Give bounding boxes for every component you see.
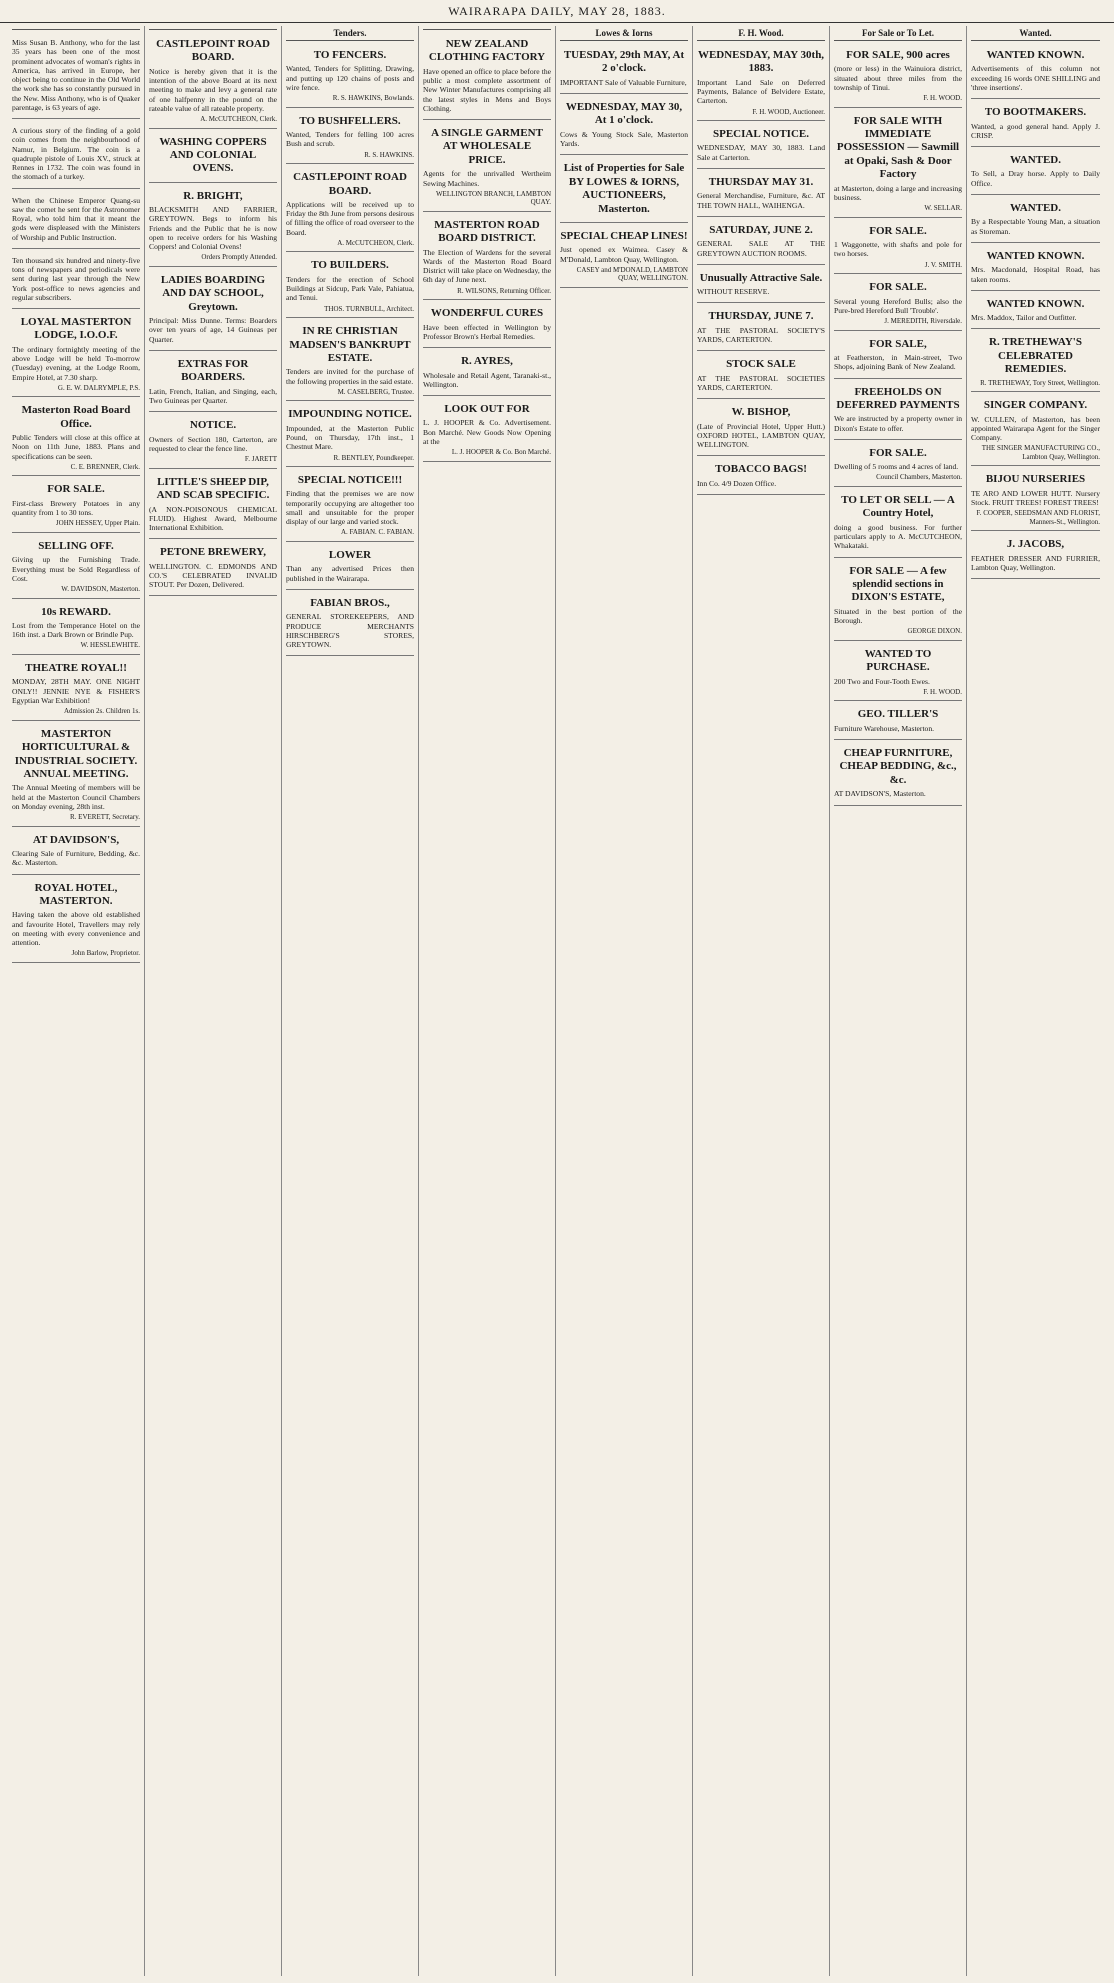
advertisement [697,267,825,304]
advertisement [12,829,140,875]
ad-body: Situated in the best portion of the Borough. [834,606,962,626]
advertisement [971,394,1100,466]
ad-title: WANTED. [1009,201,1062,214]
column [8,26,145,1976]
ad-title: CHEAP FURNITURE, CHEAP BEDDING, &c., &c. [839,747,957,786]
ad-body: Lost from the Temperance Hotel on the 16th inst. a Dark Brown or Brindle Pup. [12,620,140,640]
ad-body: Principal: Miss Dunne. Terms: Boarders over ten years of age, 14 Guineas per Quarter. [149,316,277,344]
ad-title: FOR SALE, [869,337,927,350]
ad-signature: M. CASELBERG, Trustee. [337,387,414,396]
ad-title: FOR SALE — A few splendid sections in DIXON'S ESTATE, [849,564,947,604]
ad-title: WANTED KNOWN. [986,297,1085,310]
ad-title: STOCK SALE [726,358,796,371]
ad-title: FREEHOLDS ON DEFERRED PAYMENTS [836,385,960,411]
advertisement [971,197,1100,243]
advertisement [697,219,825,265]
ad-title: TUESDAY, 29th MAY, At 2 o'clock. [563,48,685,75]
advertisement [971,468,1100,531]
ad-body: AT THE PASTORAL SOCIETIES YARDS, CARTERTON. [697,373,825,392]
advertisement [286,544,414,590]
ad-body: L. J. HOOPER & Co. Advertisement. Bon Marché. New Goods Now Opening at the [423,418,551,446]
ad-title: R. AYRES, [461,355,513,368]
ad-signature: W. HESSLEWHITE. [80,641,140,650]
ad-title: WANTED TO PURCHASE. [864,647,932,674]
ad-body: Notice is hereby given that it is the intention of the above Board at its next meeting to make and levy a general rate of one halfpenny in the pound on the rateable value of all rateable property. [149,66,277,113]
advertisement [149,471,277,540]
advertisement [423,214,551,300]
column-heading: For Sale or To Let. [834,28,962,41]
ad-body: When the Chinese Emperor Quang-su saw the comet he sent for the Astronomer Royal, who told him that it meant the gods were displeased with the Ministers of Worship and Public Instruction. [12,195,140,242]
ad-body: Tenders are invited for the purchase of the following properties in the said estate. [286,367,414,386]
ad-body: Furniture Warehouse, Masterton. [834,723,935,733]
advertisement [834,489,962,558]
ad-title: R. TRETHEWAY'S CELEBRATED REMEDIES. [989,336,1082,376]
ad-signature: Council Chambers, Masterton. [876,473,962,482]
ad-signature: F. H. WOOD. [923,94,962,103]
advertisement [697,305,825,351]
advertisement [286,469,414,542]
ad-title: MASTERTON ROAD BOARD DISTRICT. [434,218,540,245]
ad-title: LOOK OUT FOR [444,403,530,415]
advertisement [834,643,962,702]
ad-title: FOR SALE. [869,224,927,237]
ad-body: FEATHER DRESSER AND FURRIER, Lambton Quay, Wellington. [971,553,1100,572]
column [830,26,967,1976]
ad-signature: F. JARETT [244,455,277,464]
ad-title: IN RE CHRISTIAN MADSEN'S BANKRUPT ESTATE. [289,325,411,364]
ad-title: NEW ZEALAND CLOTHING FACTORY [428,38,546,64]
ad-title: MASTERTON HORTICULTURAL & INDUSTRIAL SOCIETY. ANNUAL MEETING. [14,727,138,780]
advertisement [286,320,414,401]
ad-body: Cows & Young Stock Sale, Masterton Yards. [560,129,688,149]
ad-body: WEDNESDAY, MAY 30, 1883. Land Sale at Carterton. [697,143,825,162]
ad-body: Latin, French, Italian, and Singing, each, Two Guineas per Quarter. [149,386,277,406]
advertisement [971,44,1100,99]
ad-body: AT DAVIDSON'S, Masterton. [834,789,926,799]
ad-body: 1 Waggonette, with shafts and pole for two horses. [834,240,962,259]
ad-title: SPECIAL NOTICE!!! [297,474,403,487]
advertisement [286,110,414,164]
advertisement [12,601,140,655]
ad-title: CASTLEPOINT ROAD BOARD. [293,171,407,197]
advertisement [149,33,277,129]
ad-body: Miss Susan B. Anthony, who for the last 35 years has been one of the most prominent advocates of woman's rights in America, has arrived in Europe, her object being to continue in the Old World the work she has so constantly pursued in the New. Miss Anthony, who is of Quaker parentage, is 63 years of age. [12,38,140,112]
ad-signature: R. EVERETT, Secretary. [70,813,140,822]
advertisement [971,331,1100,392]
column-heading: Wanted. [971,28,1100,41]
ad-signature: JOHN HESSEY, Upper Plain. [55,519,140,528]
column [282,26,419,1976]
ad-title: TO BUILDERS. [311,259,389,272]
ad-title: TO LET OR SELL — A Country Hotel, [841,494,955,520]
ad-title: FABIAN BROS., [310,596,390,609]
advertisement [834,110,962,218]
ad-body: Wanted, Tenders for Splitting, Drawing, and putting up 120 chains of posts and wire fence. [286,64,414,92]
advertisement [12,877,140,963]
advertisement [697,458,825,495]
ad-title: THURSDAY, JUNE 7. [708,310,814,323]
advertisement [971,149,1100,195]
ad-body: IMPORTANT Sale of Valuable Furniture, [560,77,687,87]
ad-signature: THE SINGER MANUFACTURING CO., Lambton Quay, Wellington. [981,444,1100,461]
column-heading [12,28,140,30]
ad-title: A SINGLE GARMENT AT WHOLESALE PRICE. [431,127,543,166]
advertisement [286,44,414,108]
ad-signature: F. COOPER, SEEDSMAN AND FLORIST, Manners-St., Wellington. [976,509,1100,526]
advertisement [423,122,551,212]
advertisement [12,251,140,309]
ad-body: By a Respectable Young Man, a situation as Storeman. [971,217,1100,236]
ad-title: GEO. TILLER'S [857,708,939,721]
advertisement [149,269,277,351]
ad-body: First-class Brewery Potatoes in any quantity from 1 to 30 tons. [12,498,140,518]
ad-signature: L. J. HOOPER & Co. Bon Marché. [451,448,551,457]
ad-body: Mrs. Maddox, Tailor and Outfitter. [971,313,1077,323]
ad-body: GENERAL SALE AT THE GREYTOWN AUCTION ROOMS. [697,239,825,258]
ad-title: TOBACCO BAGS! [715,463,807,476]
ad-title: EXTRAS FOR BOARDERS. [177,357,249,384]
ad-signature: Orders Promptly Attended. [201,253,277,262]
advertisement [560,157,688,223]
ad-body: at Masterton, doing a large and increasing business. [834,183,962,202]
ad-body: To Sell, a Dray horse. Apply to Daily Office. [971,169,1100,188]
ad-body: doing a good business. For further particulars apply to A. McCUTCHEON, Whakataki. [834,522,962,551]
ad-body: at Featherston, in Main-street, Two Shops, adjoining Bank of New Zealand. [834,353,962,372]
advertisement [12,723,140,827]
ad-body: 200 Two and Four-Tooth Ewes. [834,676,930,686]
ad-body: (Late of Provincial Hotel, Upper Hutt.) OXFORD HOTEL, LAMBTON QUAY, WELLINGTON. [697,421,825,450]
ad-title: PETONE BREWERY, [160,546,266,559]
ad-body: W. CULLEN, of Masterton, has been appointed Wairarapa Agent for the Singer Company. [971,414,1100,443]
ad-title: WANTED KNOWN. [986,249,1085,262]
ad-title: W. BISHOP, [731,406,791,419]
ad-body: Just opened ex Waimea. Casey & M'Donald, Lambton Quay, Wellington. [560,245,688,264]
column [693,26,830,1976]
ad-body: Wholesale and Retail Agent, Taranaki-st., Wellington. [423,370,551,389]
ad-body: Tenders for the erection of School Buildings at Sidcup, Park Vale, Pahiatua, and Tenui. [286,274,414,303]
advertisement [423,398,551,462]
masthead-title: WAIRARAPA DAILY, MAY 28, 1883. [448,3,666,18]
ad-body: Several young Hereford Bulls; also the Pure-bred Hereford Bull 'Trouble'. [834,296,962,315]
advertisement [560,44,688,94]
ad-body: General Merchandise, Furniture, &c. AT THE TOWN HALL, WAIHENGA. [697,191,825,210]
ad-signature: Admission 2s. Children 1s. [63,707,140,716]
ad-signature: A. FABIAN. C. FABIAN. [340,528,414,537]
column [556,26,693,1976]
ad-signature: R. WILSONS, Returning Officer. [457,286,551,295]
ad-title: List of Properties for Sale BY LOWES & IORNS, AUCTIONEERS, Masterton. [563,162,685,215]
ad-signature: F. H. WOOD, Auctioneer. [752,107,825,116]
advertisement [697,44,825,121]
ad-body: Public Tenders will close at this office at Noon on 11th June, 1883. Plans and specifications can be seen. [12,433,140,461]
ad-signature: R. TRETHEWAY, Tory Street, Wellington. [980,378,1100,387]
advertisement [834,220,962,274]
column-heading [149,28,277,30]
ad-title: TO BUSHFELLERS. [299,114,401,127]
advertisement [12,121,140,189]
advertisement [12,191,140,249]
ad-title: BIJOU NURSERIES [985,473,1086,486]
advertisement [12,657,140,721]
advertisement [423,350,551,396]
ad-title: TO BOOTMAKERS. [984,106,1087,119]
ad-title: WANTED. [1009,154,1062,167]
ad-title: TO FENCERS. [313,48,387,61]
advertisement [560,225,688,288]
ad-body: The Election of Wardens for the several Wards of the Masterton Road Board District will take place on Wednesday, the 6th day of June next. [423,247,551,285]
ad-body: Important Land Sale on Deferred Payments, Balance of Belvidere Estate, Carterton. [697,77,825,106]
ad-title: NOTICE. [189,419,237,432]
ad-signature: CASEY and M'DONALD, LAMBTON QUAY, WELLINGTON. [576,265,688,283]
advertisement [12,399,140,476]
advertisement [971,293,1100,330]
ad-body: A curious story of the finding of a gold coin comes from the neighbourhood of Namur, in Belgium. The coin is a quadruple pistole of Louis XV., struck at Rennes in 1732. The coin was found in the stomach of a turkey. [12,126,140,182]
ad-body: Agents for the unrivalled Wertheim Sewing Machines. [423,169,551,188]
ad-title: WONDERFUL CURES [430,307,544,320]
column-heading: Lowes & Iorns [560,28,688,41]
ad-signature: J. V. SMITH. [924,260,962,269]
ad-signature: R. S. HAWKINS, Bowlands. [332,94,414,103]
ad-body: Finding that the premises we are now temporarily occupying are altogether too small and unsuitable for the proper display of our large and varied stock. [286,489,414,527]
ad-signature: C. E. BRENNER, Clerk. [70,462,140,471]
ad-signature: A. McCUTCHEON, Clerk. [200,115,277,124]
ad-signature: GEORGE DIXON. [907,627,962,636]
ad-body: GENERAL STOREKEEPERS, AND PRODUCE MERCHANTS HIRSCHBERG'S STORES, GREYTOWN. [286,612,414,650]
ad-title: WEDNESDAY, MAY 30th, 1883. [697,48,825,75]
column [967,26,1104,1976]
ad-title: FOR SALE. [47,483,105,496]
advertisement [834,560,962,641]
ad-title: ROYAL HOTEL, MASTERTON. [34,881,118,907]
advertisement [697,123,825,169]
ad-title: CASTLEPOINT ROAD BOARD. [156,38,270,64]
ad-body: Than any advertised Prices then published in the Wairarapa. [286,564,414,583]
ad-body: Clearing Sale of Furniture, Bedding, &c. &c. Masterton. [12,849,140,868]
ad-title: FOR SALE. [869,281,927,294]
ad-title: SPECIAL NOTICE. [713,128,809,141]
ad-body: Dwelling of 5 rooms and 4 acres of land. [834,462,959,472]
advertisement [12,33,140,119]
ad-title: FOR SALE, 900 acres [846,48,950,61]
ad-title: Unusually Attractive Sale. [699,271,823,284]
ad-title: SATURDAY, JUNE 2. [709,223,813,236]
advertisement [12,478,140,532]
ad-body: WELLINGTON. C. EDMONDS AND CO.'S CELEBRATED INVALID STOUT. Per Dozen, Delivered. [149,561,277,590]
ad-title: Masterton Road Board Office. [21,404,131,430]
advertisement [423,302,551,348]
ad-body: Owners of Section 180, Carterton, are requested to clear the fence line. [149,434,277,453]
advertisement [149,131,277,183]
ad-body: Mrs. Macdonald, Hospital Road, has taken rooms. [971,265,1100,284]
ad-title: THURSDAY MAY 31. [708,175,814,188]
ad-signature: J. MEREDITH, Riversdale. [884,317,962,326]
advertisement [149,353,277,412]
columns [8,26,1106,1976]
advertisement [286,166,414,252]
advertisement [971,245,1100,291]
ad-body: Have opened an office to place before the public a most complete assortment of New Winter Manufactures comprising all the latest styles in Mens and Boys Clothing. [423,66,551,113]
ad-title: LITTLE'S SHEEP DIP, AND SCAB SPECIFIC. [156,475,270,502]
advertisement [971,101,1100,147]
ad-signature: John Barlow, Proprietor. [71,949,140,958]
ad-title: WASHING COPPERS AND COLONIAL OVENS. [159,135,267,175]
ad-body: The Annual Meeting of members will be held at the Masterton Council Chambers on Monday evening, 28th inst. [12,783,140,811]
ad-body: Giving up the Furnishing Trade. Everything must be Sold Regardless of Cost. [12,555,140,583]
ad-title: LADIES BOARDING AND DAY SCHOOL, Greytown. [160,274,266,313]
advertisement [149,185,277,267]
ad-title: IMPOUNDING NOTICE. [288,408,412,421]
advertisement [834,276,962,330]
advertisement [834,703,962,740]
advertisement [149,541,277,596]
column-heading: F. H. Wood. [697,28,825,41]
ad-title: LOWER [328,549,372,561]
ad-body: Ten thousand six hundred and ninety-five tons of newspapers and periodicals were sent during last year through the New York post-office to news agencies and regular subscribers. [12,255,140,302]
ad-signature: R. BENTLEY, Poundkeeper. [333,453,414,462]
ad-title: SELLING OFF. [38,539,114,552]
ad-body: TE ARO AND LOWER HUTT. Nursery Stock. FRUIT TREES! FOREST TREES! [971,488,1100,508]
ad-body: AT THE PASTORAL SOCIETY'S YARDS, CARTERTON. [697,325,825,345]
advertisement [697,171,825,217]
ad-title: WANTED KNOWN. [986,48,1085,61]
ad-body: Having taken the above old established and favourite Hotel, Travellers may rely on meeting with every convenience and attention. [12,910,140,948]
advertisement [286,254,414,318]
column-heading: Tenders. [286,28,414,41]
ad-body: (A NON-POISONOUS CHEMICAL FLUID). Highest Award, Melbourne International Exhibition. [149,504,277,533]
ad-signature: A. McCUTCHEON, Clerk. [337,238,414,247]
advertisement [12,311,140,397]
ad-title: FOR SALE WITH IMMEDIATE POSSESSION — Sawmill at Opaki, Sash & Door Factory [836,114,960,181]
advertisement [149,414,277,468]
ad-signature: W. SELLAR. [924,204,962,213]
ad-signature: G. E. W. DALRYMPLE, P.S. [57,383,140,392]
ad-signature: R. S. HAWKINS. [364,150,414,159]
advertisement [286,403,414,467]
ad-title: WEDNESDAY, MAY 30, At 1 o'clock. [565,101,683,127]
advertisement [697,353,825,399]
ad-title: SPECIAL CHEAP LINES! [560,229,688,242]
advertisement [834,742,962,805]
advertisement [697,401,825,456]
masthead [0,0,1114,23]
advertisement [286,592,414,656]
column [145,26,282,1976]
advertisement [834,333,962,379]
advertisement [12,535,140,599]
ad-body: (more or less) in the Wainuiora district, situated about three miles from the township of Tinui. [834,64,962,92]
advertisement [834,442,962,487]
advertisement [834,44,962,108]
ad-title: 10s REWARD. [41,605,111,618]
ad-signature: WELLINGTON BRANCH, LAMBTON QUAY. [435,189,551,207]
ad-signature: F. H. WOOD. [923,687,962,696]
ad-title: R. BRIGHT, [183,189,243,202]
ad-body: Impounded, at the Masterton Public Pound, on Thursday, 17th inst., 1 Chestnut Mare. [286,423,414,452]
ad-signature: THOS. TURNBULL, Architect. [324,304,414,313]
ad-title: THEATRE ROYAL!! [25,662,127,674]
ad-title: LOYAL MASTERTON LODGE, I.O.O.F. [20,316,132,342]
ad-signature: W. DAVIDSON, Masterton. [61,585,140,594]
ad-title: J. JACOBS, [1006,538,1065,551]
ad-body: Advertisements of this column not exceeding 16 words ONE SHILLING and 'three insertions'. [971,64,1100,92]
advertisement [971,533,1100,579]
ad-body: WITHOUT RESERVE. [697,287,770,297]
advertisement [560,96,688,155]
ad-title: SINGER COMPANY. [983,399,1088,412]
ad-body: Applications will be received up to Friday the 8th June from persons desirous of filling the office of road overseer to the Board. [286,199,414,237]
ad-body: Wanted, Tenders for felling 100 acres Bush and scrub. [286,130,414,149]
ad-title: AT DAVIDSON'S, [32,833,120,846]
column-heading [423,28,551,30]
ad-body: The ordinary fortnightly meeting of the above Lodge will be held To-morrow (Tuesday) evening, at the Lodge Room, Empire Hotel, at 7.30 sharp. [12,344,140,382]
ad-body: Inn Co. 4/9 Dozen Office. [697,478,777,488]
ad-title: FOR SALE. [869,446,927,459]
ad-body: BLACKSMITH AND FARRIER, GREYTOWN. Begs to inform his Friends and the Public that he is now open to receive orders for his Washing Coppers! and Colonial Ovens! [149,205,277,252]
advertisement [423,33,551,120]
ad-body: Have been effected in Wellington by Professor Brown's Herbal Remedies. [423,322,551,341]
ad-body: We are instructed by a property owner in Dixon's Estate to offer. [834,414,962,433]
column [419,26,556,1976]
ad-body: Wanted, a good general hand. Apply J. CRISP. [971,121,1100,140]
advertisement [834,381,962,440]
ad-body: MONDAY, 28TH MAY. ONE NIGHT ONLY!! JENNIE NYE & FISHER'S Egyptian War Exhibition! [12,677,140,705]
